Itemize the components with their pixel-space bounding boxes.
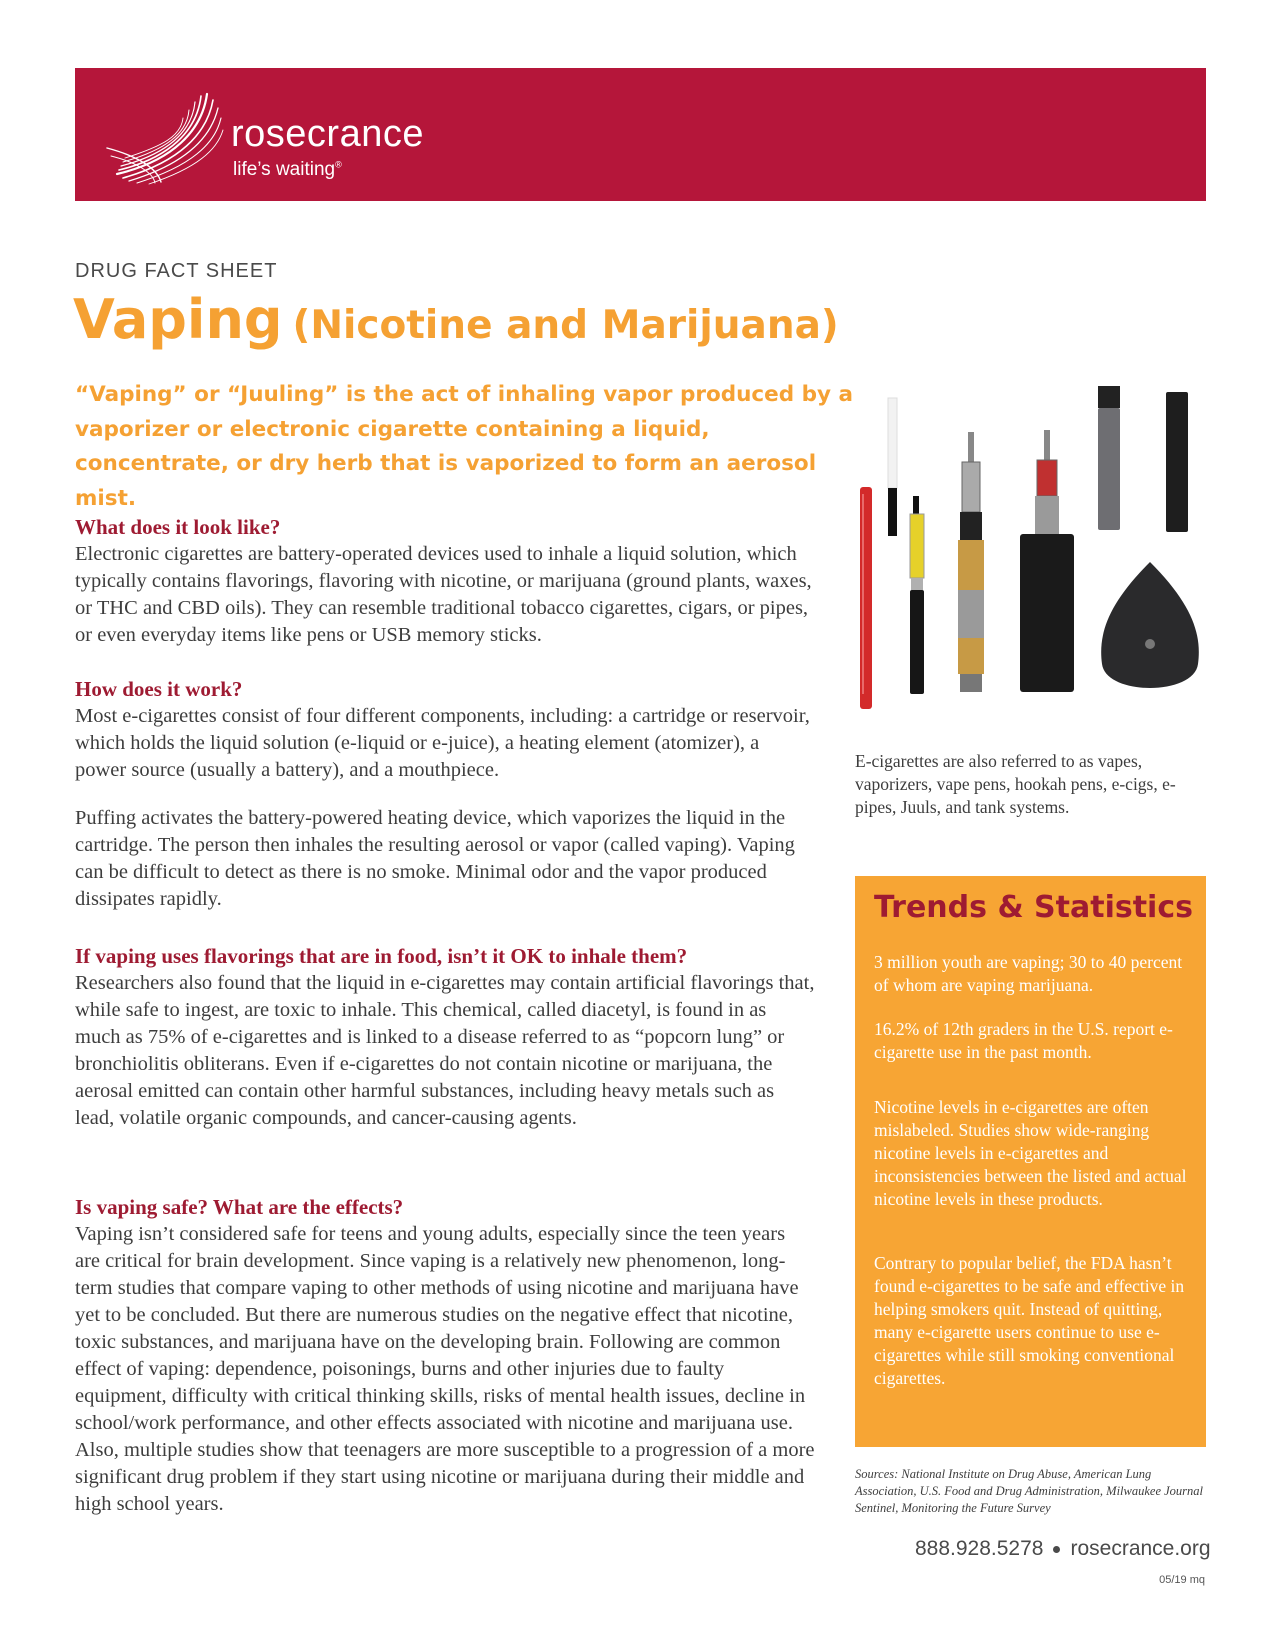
section-heading: What does it look like? — [75, 515, 281, 539]
white-ecig-icon — [888, 398, 897, 536]
header-banner — [75, 68, 1206, 201]
contact-line — [915, 1537, 1211, 1561]
e-cigarette-devices-photo — [848, 384, 1206, 734]
stats-box — [855, 876, 1206, 1447]
juul-black-icon — [1166, 392, 1188, 532]
red-ecig-icon — [860, 487, 872, 709]
phone-number: 888.928.5278 — [915, 1537, 1044, 1560]
pod-device-icon — [1101, 562, 1199, 688]
stat-item: Contrary to popular belief, the FDA hasn’t found e-cigarettes to be safe and effective in helping smokers quit. Instead of quitting, many e-cigarette users continue to use e-cigarettes while still smoking conventional cigarettes. — [874, 1253, 1185, 1388]
page-title — [73, 290, 839, 349]
box-mod-icon — [1020, 430, 1074, 692]
tank-mod-icon — [958, 432, 984, 692]
bullet-separator — [1053, 1546, 1060, 1553]
clearomizer-pen-icon — [910, 496, 924, 694]
title-main: Vaping — [73, 288, 283, 351]
document-code: 05/19 mq — [1159, 1574, 1205, 1586]
section-paragraph: Electronic cigarettes are battery-operated devices used to inhale a liquid solution, which typically contains flavorings, flavoring with nicotine, or marijuana (ground plants, waxes, or THC and CBD oils). They can resemble traditional tobacco cigarettes, cigars, or pipes, or even everyday items like pens or USB memory sticks. — [75, 543, 812, 646]
section-effects — [75, 1194, 815, 1518]
section-heading: How does it work? — [75, 677, 243, 701]
section-flavorings — [75, 943, 815, 1132]
title-sub: (Nicotine and Marijuana) — [292, 303, 839, 348]
section-paragraph: Most e-cigarettes consist of four different components, including: a cartridge or reservoir, which holds the liquid solution (e-liquid or e-juice), a heating element (atomizer), a power source (usually a battery), and a mouthpiece. — [75, 705, 810, 781]
document-kicker: DRUG FACT SHEET — [75, 260, 278, 282]
section-how-it-works — [75, 676, 815, 913]
section-paragraph: Puffing activates the battery-powered heating device, which vaporizes the liquid in the cartridge. The person then inhales the resulting aerosol or vapor (called vaping). Vaping can be difficult to detect as there is no smoke. Minimal odor and the vapor produced dissipates rapidly. — [75, 807, 795, 910]
photo-caption: E-cigarettes are also referred to as vapes, vaporizers, vape pens, hookah pens, e-cigs, e-pipes, Juuls, and tank systems. — [855, 751, 1176, 817]
stat-item: Nicotine levels in e-cigarettes are often mislabeled. Studies show wide-ranging nicotine levels in e-cigarettes and inconsistencies between the listed and actual nicotine levels in these products. — [874, 1097, 1187, 1209]
section-heading: Is vaping safe? What are the effects? — [75, 1195, 404, 1219]
juul-gray-icon — [1098, 386, 1120, 530]
section-heading: If vaping uses flavorings that are in food, isn’t it OK to inhale them? — [75, 944, 688, 968]
brand-tagline: life’s waiting® — [233, 159, 342, 180]
intro-text: “Vaping” or “Juuling” is the act of inhaling vapor produced by a vaporizer or electronic cigarette containing a liquid, concentrate, or dry herb that is vaporized to form an aerosol mist. — [75, 382, 854, 511]
brand-name: rosecrance — [231, 113, 424, 155]
stats-title: Trends & Statistics — [874, 890, 1193, 925]
section-paragraph: Researchers also found that the liquid in e-cigarettes may contain artificial flavorings that, while safe to ingest, are toxic to inhale. This chemical, called diacetyl, is found in as much as 75% of e-cigarettes and is linked to a disease referred to as “popcorn lung” or bronchiolitis obliterans. Even if e-cigarettes do not contain nicotine or marijuana, the aerosal emitted can contain other harmful substances, including heavy metals such as lead, volatile organic compounds, and cancer-causing agents. — [75, 972, 815, 1129]
website-link[interactable]: rosecrance.org — [1070, 1537, 1211, 1560]
stat-item: 3 million youth are vaping; 30 to 40 percent of whom are vaping marijuana. — [874, 952, 1183, 995]
rosecrance-wing-logo-icon — [97, 86, 227, 186]
sources-note: Sources: National Institute on Drug Abuse, American Lung Association, U.S. Food and Drug Administration, Milwaukee Journal Sentinel, Monitoring the Future Survey — [855, 1467, 1204, 1515]
section-paragraph: Vaping isn’t considered safe for teens and young adults, especially since the teen years are critical for brain development. Since vaping is a relatively new phenomenon, long-term studies that compare vaping to other methods of using nicotine and marijuana have yet to be concluded. But there are numerous studies on the negative effect that nicotine, toxic substances, and marijuana have on the developing brain. Following are common effect of vaping: dependence, poisonings, burns and other injuries due to faulty equipment, difficulty with critical thinking skills, risks of mental health issues, decline in school/work performance, and other effects associated with nicotine and marijuana use. Also, multiple studies show that teenagers are more susceptible to a progression of a more significant drug problem if they start using nicotine or marijuana during their middle and high school years. — [75, 1223, 815, 1515]
stat-item: 16.2% of 12th graders in the U.S. report e-cigarette use in the past month. — [874, 1019, 1173, 1062]
section-what-it-looks-like — [75, 514, 815, 649]
